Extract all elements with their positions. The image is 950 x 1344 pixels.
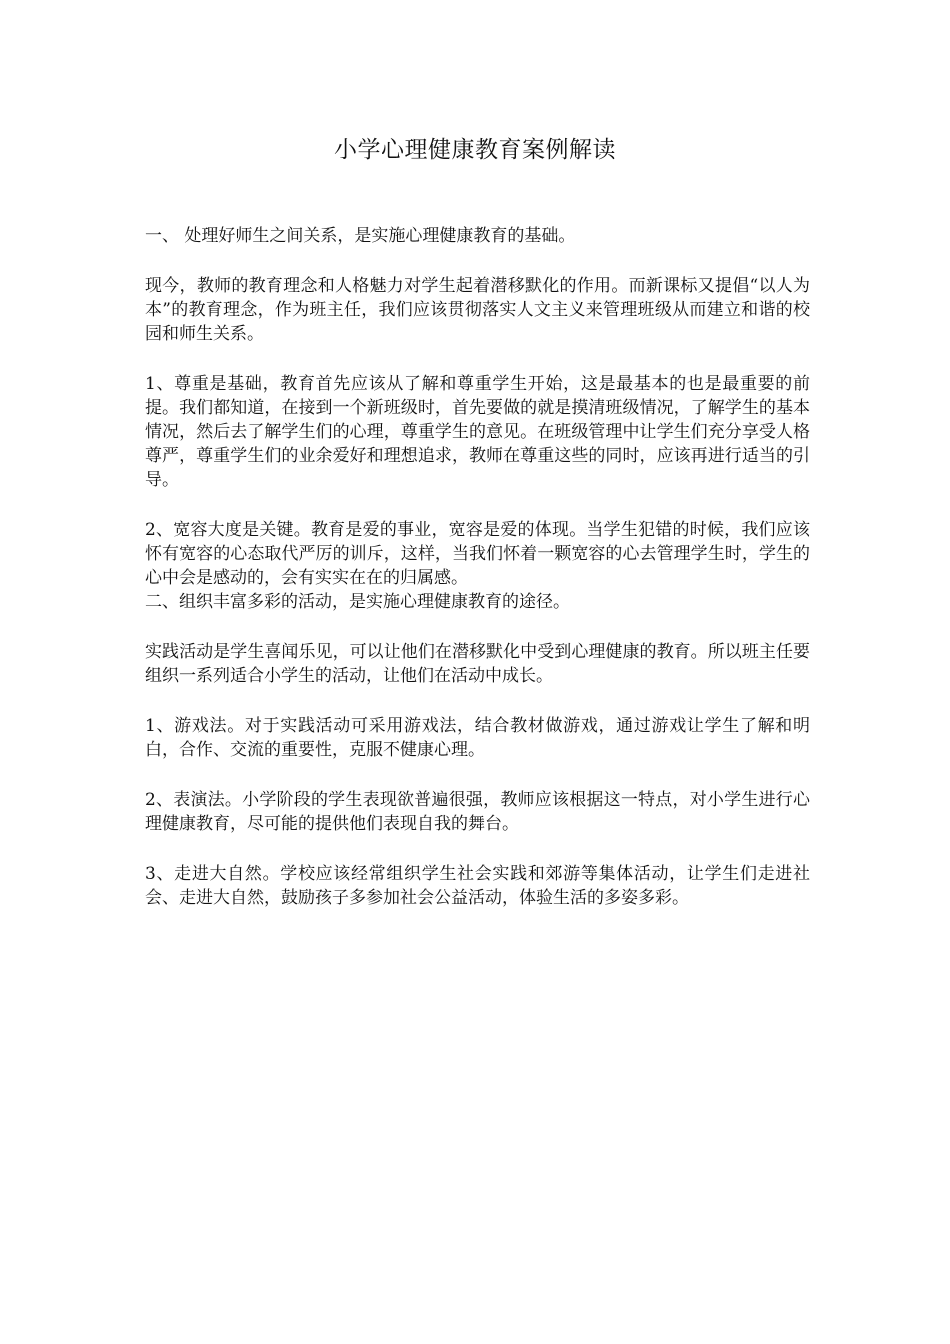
section-heading-1: 一、 处理好师生之间关系，是实施心理健康教育的基础。 (145, 226, 576, 246)
document-title: 小学心理健康教育案例解读 (334, 137, 616, 163)
paragraph-respect: 1、尊重是基础，教育首先应该从了解和尊重学生开始，这是最基本的也是最重要的前提。我们都知道，在接到一个新班级时，首先要做的就是摸清班级情况，了解学生的基本情况，然后去了解学生们的心理，尊重学生的意见。在班级管理中让学生们充分享受人格尊严，尊重学生们的业余爱好和理想追求，教师在尊重这些的同时，应该再进行适当的引导。 (145, 374, 810, 490)
document-body (145, 224, 810, 910)
paragraph-tolerance: 2、宽容大度是关键。教育是爱的事业，宽容是爱的体现。当学生犯错的时候，我们应该怀有宽容的心态取代严厉的训斥，这样，当我们怀着一颗宽容的心去管理学生时，学生的心中会是感动的，会有实实在在的归属感。 (145, 520, 810, 588)
paragraph-activities: 实践活动是学生喜闻乐见，可以让他们在潜移默化中受到心理健康的教育。所以班主任要组织一系列适合小学生的活动，让他们在活动中成长。 (145, 642, 810, 686)
paragraph-performance-method: 2、表演法。小学阶段的学生表现欲普遍很强，教师应该根据这一特点，对小学生进行心理健康教育，尽可能的提供他们表现自我的舞台。 (145, 790, 810, 834)
paragraph-nature: 3、走进大自然。学校应该经常组织学生社会实践和郊游等集体活动，让学生们走进社会、走进大自然，鼓励孩子多参加社会公益活动，体验生活的多姿多彩。 (145, 864, 810, 908)
paragraph-game-method: 1、游戏法。对于实践活动可采用游戏法，结合教材做游戏，通过游戏让学生了解和明白，合作、交流的重要性，克服不健康心理。 (145, 716, 810, 760)
paragraph-intro: 现今，教师的教育理念和人格魅力对学生起着潜移默化的作用。而新课标又提倡“以人为本”的教育理念，作为班主任，我们应该贯彻落实人文主义来管理班级从而建立和谐的校园和师生关系。 (145, 276, 810, 344)
section-heading-2: 二、组织丰富多彩的活动，是实施心理健康教育的途径。 (145, 592, 570, 612)
